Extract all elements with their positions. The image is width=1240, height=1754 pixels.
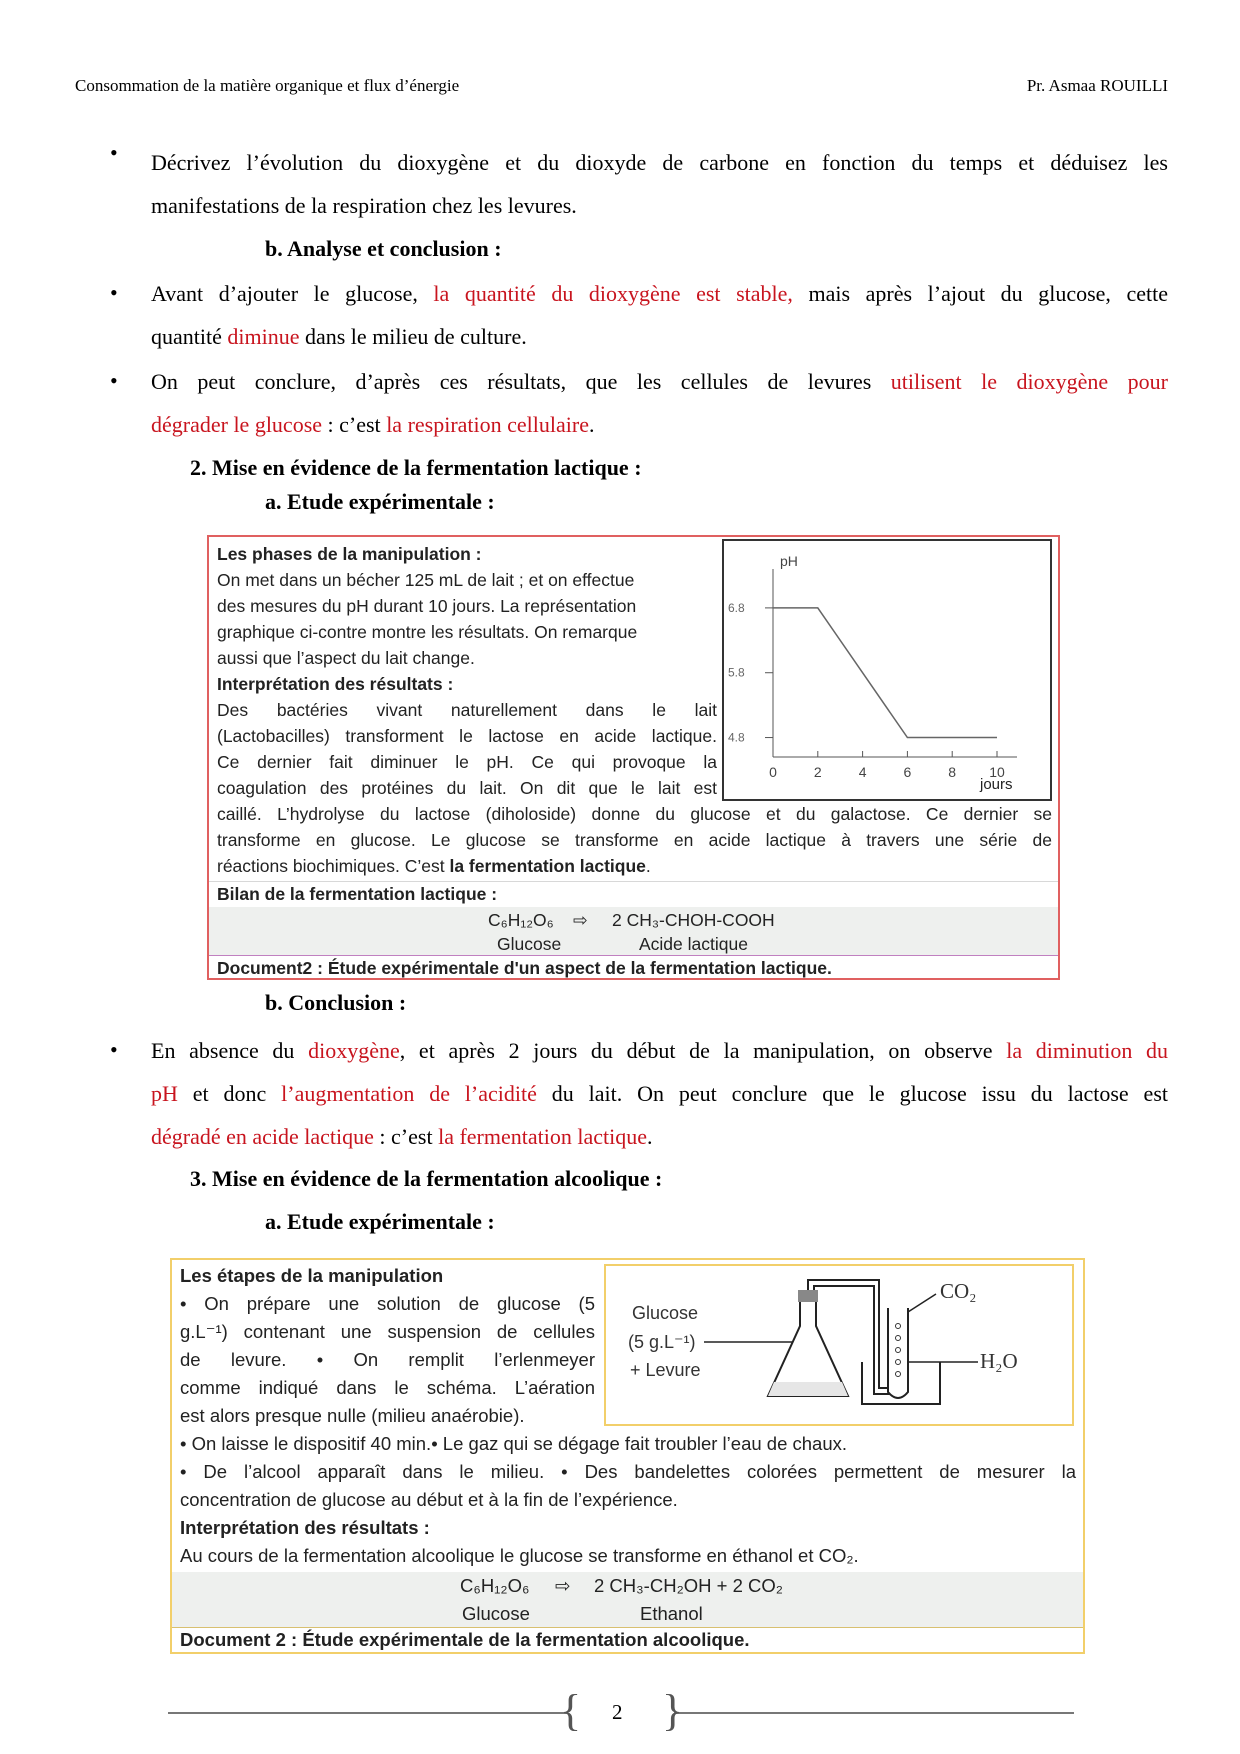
bullet: • xyxy=(110,1037,118,1062)
p3-e: la respiration cellulaire xyxy=(386,412,589,437)
p3-a: On peut conclure, d’après ces résultats, que les cellules de levures xyxy=(151,369,891,394)
doc2-eq-right-label: Ethanol xyxy=(640,1603,703,1624)
x-tick-label: 2 xyxy=(813,764,822,780)
p2-e: diminue xyxy=(227,324,300,349)
doc1-caption: Document2 : Étude expérimentale d'un aspect de la fermentation lactique. xyxy=(217,958,832,978)
header-left: Consommation de la matière organique et flux d’énergie xyxy=(75,76,460,95)
doc1-phases-line: On met dans un bécher 125 mL de lait ; et on effectue xyxy=(217,570,635,590)
paragraph-2 xyxy=(151,272,1168,358)
doc2-step-line: est alors presque nulle (milieu anaérobie). xyxy=(180,1405,525,1426)
x-tick-label: 0 xyxy=(769,764,777,780)
y-tick-label: 4.8 xyxy=(728,730,745,745)
doc1-eq-left-label: Glucose xyxy=(497,934,562,954)
document-2-box xyxy=(170,1258,1085,1654)
doc2-title-etapes: Les étapes de la manipulation xyxy=(180,1265,444,1286)
doc2-equation-bar xyxy=(172,1572,1083,1628)
header-right: Pr. Asmaa ROUILLI xyxy=(1026,76,1168,95)
bullet: • xyxy=(110,280,118,305)
doc2-step-line: comme indiqué dans le schéma. L’aération xyxy=(180,1377,595,1398)
diagram-levure-label: + Levure xyxy=(630,1360,701,1380)
flask-liquid xyxy=(768,1382,848,1396)
doc2-eq-left: C₆H₁₂O₆ xyxy=(460,1575,530,1596)
doc2-step-line: • On prépare une solution de glucose (5 xyxy=(180,1293,595,1314)
doc2-title-interpretation: Interprétation des résultats : xyxy=(180,1517,430,1538)
p4-k: la fermentation lactique xyxy=(438,1124,647,1149)
doc1-interp-line: Des bactéries vivant naturellement dans le lait xyxy=(217,700,717,720)
p4-d: la diminution du xyxy=(1006,1038,1168,1063)
heading-etude-1: a. Etude expérimentale : xyxy=(265,489,495,514)
doc1-eq-right-label: Acide lactique xyxy=(639,934,748,954)
footer-brace-left: { xyxy=(560,1686,582,1735)
doc1-last-a: réactions biochimiques. C’est xyxy=(217,856,450,876)
paragraph-4 xyxy=(151,1029,1168,1158)
doc1-full-text xyxy=(217,801,1052,879)
p4-e: pH xyxy=(151,1081,178,1106)
p3-d: : c’est xyxy=(322,412,387,437)
doc1-last-end: . xyxy=(645,856,651,876)
doc1-interp-line: (Lactobacilles) transforment le lactose en acide lactique. xyxy=(217,726,717,746)
doc1-bilan-title: Bilan de la fermentation lactique : xyxy=(217,884,498,904)
y-tick-label: 6.8 xyxy=(728,600,745,615)
doc1-interp-line: coagulation des protéines du lait. On dit que le lait est xyxy=(217,778,717,798)
heading-analyse: b. Analyse et conclusion : xyxy=(265,236,502,261)
doc1-interp-line: Ce dernier fait diminuer le pH. Ce qui provoque la xyxy=(217,752,717,772)
doc2-interp-line: Au cours de la fermentation alcoolique le glucose se transforme en éthanol et CO₂. xyxy=(180,1545,859,1566)
y-axis-label: pH xyxy=(780,553,798,569)
p4-f: et donc xyxy=(177,1081,282,1106)
p4-b: dioxygène xyxy=(308,1038,400,1063)
x-tick-label: 4 xyxy=(858,764,867,780)
p2-b: la quantité du dioxygène est stable, xyxy=(433,281,793,306)
p4-j: : c’est xyxy=(373,1124,439,1149)
doc2-full-line: • On laisse le dispositif 40 min.• Le gaz qui se dégage fait troubler l’eau de chaux. xyxy=(180,1433,848,1454)
diagram-h2o-label: H₂O xyxy=(980,1349,1018,1373)
p4-g: l’augmentation de l’acidité xyxy=(281,1081,537,1106)
doc2-full-text xyxy=(180,1430,1076,1570)
doc1-phases-line: des mesures du pH durant 10 jours. La représentation xyxy=(217,596,637,616)
diagram-concentration-label: (5 g.L⁻¹) xyxy=(628,1332,696,1352)
p3-b: utilisent le dioxygène pour xyxy=(890,369,1168,394)
doc2-full-line: concentration de glucose au début et à la fin de l’expérience. xyxy=(180,1489,678,1510)
document-1-box xyxy=(207,535,1060,980)
doc2-step-line: g.L⁻¹) contenant une suspension de cellules xyxy=(180,1321,595,1342)
doc1-full-line: transforme en glucose. Le glucose se transforme en acide lactique à travers une série de xyxy=(217,830,1052,850)
doc1-last-bold: la fermentation lactique xyxy=(449,856,646,876)
y-tick-label: 5.8 xyxy=(728,665,745,680)
heading-etude-2: a. Etude expérimentale : xyxy=(265,1209,495,1234)
doc2-left-text xyxy=(180,1262,595,1430)
fermentation-apparatus-diagram xyxy=(604,1264,1074,1426)
bullet: • xyxy=(110,140,118,165)
doc2-eq-left-label: Glucose xyxy=(462,1603,530,1624)
doc2-eq-right: 2 CH₃-CH₂OH + 2 CO₂ xyxy=(594,1575,783,1596)
doc2-step-line: de levure. • On remplit l’erlenmeyer xyxy=(180,1349,595,1370)
doc1-left-text xyxy=(217,541,717,801)
p1-line2: manifestations de la respiration chez les levures. xyxy=(151,193,577,218)
heading-section-2: 2. Mise en évidence de la fermentation lactique : xyxy=(190,455,642,480)
doc1-title-interpretation: Interprétation des résultats : xyxy=(217,674,454,694)
doc2-eq-arrow: ⇨ xyxy=(555,1575,571,1596)
doc2-caption: Document 2 : Étude expérimentale de la fermentation alcoolique. xyxy=(180,1629,750,1650)
p4-a: En absence du xyxy=(151,1038,309,1063)
chart-frame xyxy=(723,540,1051,800)
doc1-phases-line: aussi que l’aspect du lait change. xyxy=(217,648,475,668)
footer-line-right xyxy=(674,1712,1074,1714)
ph-chart xyxy=(722,539,1052,801)
p4-h: du lait. On peut conclure que le glucose issu du lactose est xyxy=(536,1081,1168,1106)
p3-f: . xyxy=(588,412,595,437)
x-tick-label: 10 xyxy=(989,764,1005,780)
flask-stopper xyxy=(798,1290,818,1302)
paragraph-3 xyxy=(151,360,1168,446)
p2-a: Avant d’ajouter le glucose, xyxy=(151,281,434,306)
heading-section-3: 3. Mise en évidence de la fermentation alcoolique : xyxy=(190,1166,663,1191)
x-tick-label: 6 xyxy=(903,764,912,780)
p2-f: dans le milieu de culture. xyxy=(299,324,527,349)
p1-line1: Décrivez l’évolution du dioxygène et du dioxyde de carbone en fonction du temps et déduisez les xyxy=(151,150,1168,175)
diagram-glucose-label: Glucose xyxy=(632,1303,699,1323)
doc1-equation-bar xyxy=(209,907,1058,955)
paragraph-1 xyxy=(151,141,1168,227)
p4-c: , et après 2 jours du début de la manipulation, on observe xyxy=(399,1038,1007,1063)
bullet: • xyxy=(110,368,118,393)
doc1-title-phases: Les phases de la manipulation : xyxy=(217,544,482,564)
page-number: 2 xyxy=(612,1700,623,1724)
doc1-eq-arrow: ⇨ xyxy=(573,910,588,930)
doc1-phases-line: graphique ci-contre montre les résultats. On remarque xyxy=(217,622,638,642)
p2-c: mais après l’ajout du glucose, cette xyxy=(792,281,1168,306)
p2-d: quantité xyxy=(151,324,228,349)
doc1-full-line-last xyxy=(217,853,1052,879)
p4-l: . xyxy=(646,1124,653,1149)
doc1-eq-left: C₆H₁₂O₆ xyxy=(488,910,554,930)
diagram-co2-label: CO₂ xyxy=(940,1279,977,1303)
p4-i: dégradé en acide lactique xyxy=(151,1124,374,1149)
x-axis-label: jours xyxy=(980,776,1013,793)
doc1-eq-right: 2 CH₃-CHOH-COOH xyxy=(612,910,775,930)
heading-conclusion: b. Conclusion : xyxy=(265,990,407,1015)
footer-brace-right: } xyxy=(662,1686,684,1735)
x-tick-label: 8 xyxy=(948,764,957,780)
doc1-full-line: caillé. L’hydrolyse du lactose (diholoside) donne du glucose et du galactose. Ce dernier se xyxy=(217,804,1052,824)
p3-c: dégrader le glucose xyxy=(151,412,323,437)
footer-line-left xyxy=(168,1712,568,1714)
doc2-full-line: • De l’alcool apparaît dans le milieu. • Des bandelettes colorées permettent de mesurer la xyxy=(180,1461,1076,1482)
